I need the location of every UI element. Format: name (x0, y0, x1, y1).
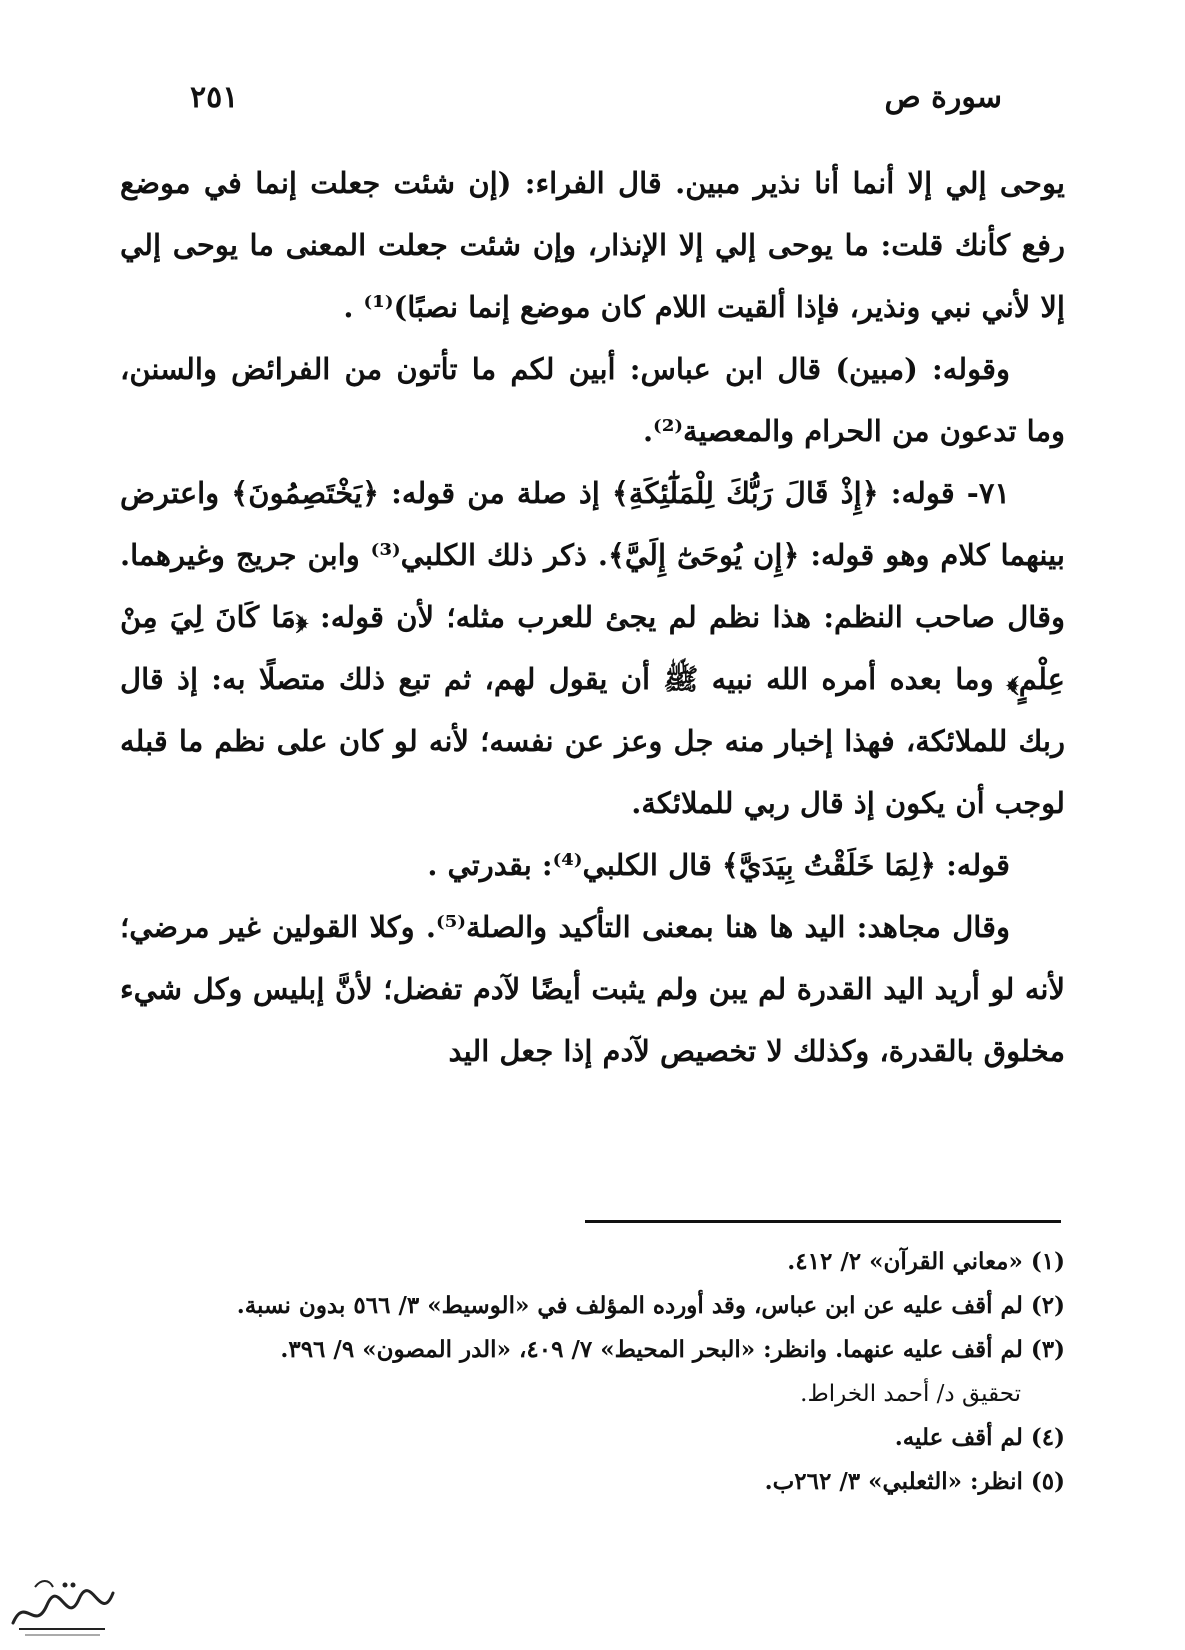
paragraph-1: يوحى إلي إلا أنما أنا نذير مبين. قال الفراء: (إن شئت جعلت إنما في موضع رفع كأنك قلت: ما يوحى إلي إلا الإنذار، وإن شئت جعلت المعنى ما يوحى إلي إلا لأني نبي ونذير، فإذا ألقيت اللام كان موضع إنما نصبًا)⁽¹⁾ . (120, 166, 1065, 324)
paragraph-3: ٧١- قوله: ﴿إِذْ قَالَ رَبُّكَ لِلْمَلَٰٓئِكَةِ﴾ إذ صلة من قوله: ﴿يَخْتَصِمُونَ﴾ واعترض بينهما كلام وهو قوله: ﴿إِن يُوحَىٰٓ إِلَيَّ﴾. ذكر ذلك الكلبي⁽³⁾ وابن جريج وغيرهما. وقال صاحب النظم: هذا نظم لم يجئ للعرب مثله؛ لأن قوله: ﴿مَا كَانَ لِيَ مِنْ عِلْمٍ﴾ وما بعده أمره الله نبيه ﷺ أن يقول لهم، ثم تبع ذلك متصلًا به: إذ قال ربك للملائكة، فهذا إخبار منه جل وعز عن نفسه؛ لأنه لو كان على نظم ما قبله لوجب أن يكون إذ قال ربي للملائكة. (120, 476, 1065, 820)
main-text (120, 152, 1065, 1082)
footnote-2: (٢) لم أقف عليه عن ابن عباس، وقد أورده المؤلف في «الوسيط» ٣/ ٥٦٦ بدون نسبة. (236, 1292, 1065, 1319)
footnote-separator (585, 1220, 1061, 1223)
paragraph-2: وقوله: (مبين) قال ابن عباس: أبين لكم ما تأتون من الفرائض والسنن، وما تدعون من الحرام والمعصية⁽²⁾. (120, 352, 1065, 448)
footnotes (120, 1240, 1065, 1504)
running-header-surah-title: سورة ص (884, 80, 1002, 115)
page-number: ٢٥١ (190, 80, 239, 115)
watermark-logo (5, 1575, 120, 1640)
paragraph-4: قوله: ﴿لِمَا خَلَقْتُ بِيَدَيَّ﴾ قال الكلبي⁽⁴⁾: بقدرتي . (427, 848, 1010, 882)
footnote-3-continuation: تحقيق د/ أحمد الخراط. (800, 1381, 1021, 1407)
footnote-5: (٥) انظر: «الثعلبي» ٣/ ٢٦٢ب. (764, 1468, 1065, 1495)
paragraph-5: وقال مجاهد: اليد ها هنا بمعنى التأكيد والصلة⁽⁵⁾. وكلا القولين غير مرضي؛ لأنه لو أريد اليد القدرة لم يبن ولم يثبت أيضًا لآدم تفضل؛ لأنَّ إبليس وكل شيء مخلوق بالقدرة، وكذلك لا تخصيص لآدم إذا جعل اليد (120, 910, 1065, 1068)
footnote-4: (٤) لم أقف عليه. (894, 1424, 1065, 1451)
calligraphy-logo-icon (5, 1575, 120, 1640)
footnote-3: (٣) لم أقف عليه عنهما. وانظر: «البحر المحيط» ٧/ ٤٠٩، «الدر المصون» ٩/ ٣٩٦. (280, 1336, 1065, 1363)
footnote-1: (١) «معاني القرآن» ٢/ ٤١٢. (787, 1248, 1065, 1275)
